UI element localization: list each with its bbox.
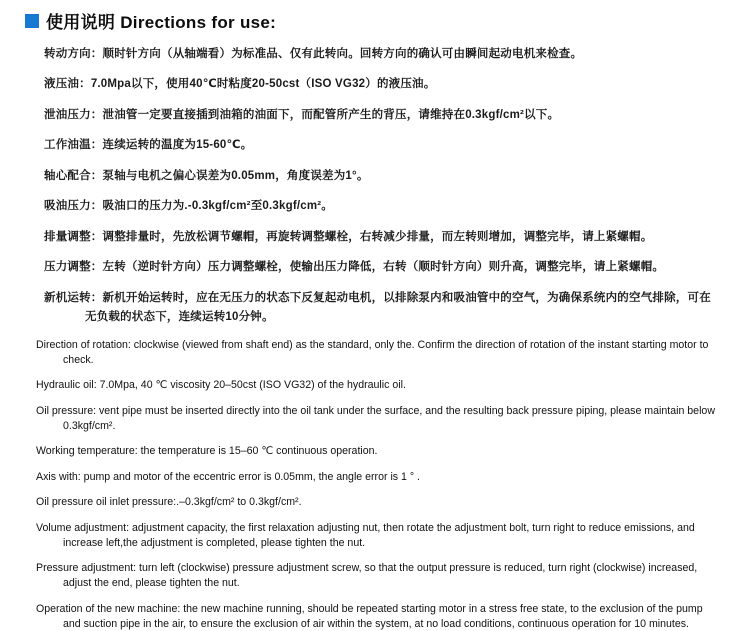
en-instruction-rotation: Direction of rotation: clockwise (viewed from shaft end) as the standard, only the. Confirm the direction of rotation of the instant starting motor to check. [36, 339, 709, 366]
blue-square-bullet-icon [25, 14, 39, 28]
cn-instruction-suction-pressure: 吸油压力：吸油口的压力为.-0.3kgf/cm²至0.3kgf/cm²。 [44, 200, 333, 212]
cn-instruction-rotation: 转动方向：顺时针方向（从轴端看）为标准品、仅有此转向。回转方向的确认可由瞬间起动电机来检查。 [44, 47, 583, 60]
en-instruction-working-temp: Working temperature: the temperature is 15–60 ℃ continuous operation. [36, 445, 378, 458]
chinese-instructions-section [25, 45, 722, 327]
en-instruction-inlet-pressure: Oil pressure oil inlet pressure:.–0.3kgf/cm² to 0.3kgf/cm². [36, 496, 302, 509]
en-instruction-axis: Axis with: pump and motor of the eccentric error is 0.05mm, the angle error is 1 ° . [36, 470, 421, 483]
cn-instruction-volume-adjustment: 排量调整：调整排量时，先放松调节螺帽，再旋转调整螺栓，右转减少排量，而左转则增加，调整完毕，请上紧螺帽。 [44, 230, 653, 243]
en-instruction-volume-adjustment: Volume adjustment: adjustment capacity, the first relaxation adjusting nut, then rotate the adjustment bolt, turn right to reduce emissions, and increase left,the adjustment is completed, please tighten the nut. [36, 521, 695, 549]
cn-instruction-new-machine: 新机运转：新机开始运转时，应在无压力的状态下反复起动电机，以排除泵内和吸油管中的空气，为确保系统内的空气排除，可在无负载的状态下，连续运转10分钟。 [44, 291, 711, 323]
en-instruction-hydraulic-oil: Hydraulic oil: 7.0Mpa, 40 ℃ viscosity 20–50cst (ISO VG32) of the hydraulic oil. [36, 379, 406, 392]
cn-instruction-hydraulic-oil: 液压油：7.0Mpa以下，使用40℃时粘度20-50cst（ISO VG32）的液压油。 [44, 78, 436, 90]
cn-instruction-drain-pressure: 泄油压力：泄油管一定要直接插到油箱的油面下，而配管所产生的背压，请维持在0.3kgf/cm²以下。 [44, 108, 560, 121]
en-instruction-oil-pressure: Oil pressure: vent pipe must be inserted directly into the oil tank under the surface, and the resulting back pressure piping, please maintain below 0.3kgf/cm². [36, 404, 715, 432]
cn-instruction-working-temp: 工作油温：连续运转的温度为15-60℃。 [44, 139, 253, 151]
cn-instruction-pressure-adjustment: 压力调整：左转（逆时针方向）压力调整螺栓，使输出压力降低，右转（顺时针方向）则升高，调整完毕，请上紧螺帽。 [44, 261, 665, 273]
en-instruction-pressure-adjustment: Pressure adjustment: turn left (clockwise) pressure adjustment screw, so that the output pressure is reduced, turn right (clockwise) increased, adjust the end, please tighten the nut. [36, 562, 698, 590]
cn-instruction-axis-alignment: 轴心配合：泵轴与电机之偏心误差为0.05mm，角度误差为1°。 [44, 169, 369, 182]
page-title: 使用说明 Directions for use: [46, 13, 277, 32]
en-instruction-new-machine-operation: Operation of the new machine: the new machine running, should be repeated starting motor in a stress free state, to the exclusion of the pump and suction pipe in the air, to ensure the exclusion of air within the system, at no load conditions, continuous operation for 10 minutes. [36, 602, 703, 630]
english-instructions-section [25, 338, 722, 631]
section-title-row [25, 8, 722, 33]
